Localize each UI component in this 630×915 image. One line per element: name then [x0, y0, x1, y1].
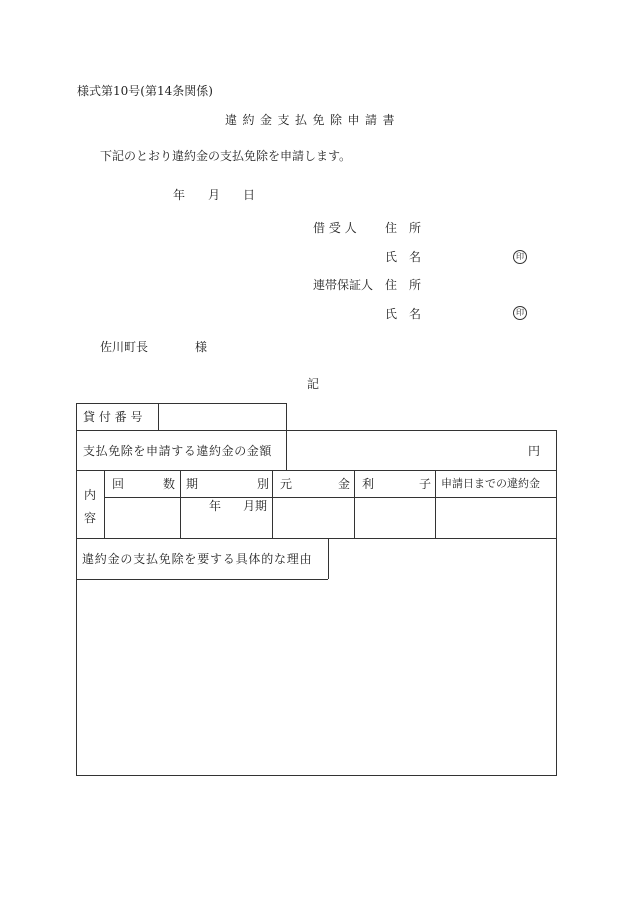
col-period-label-2: 別 — [257, 477, 270, 491]
document-title: 違約金支払免除申請書 — [225, 113, 401, 127]
addressee-name: 佐川町長 — [100, 340, 149, 354]
guarantor-label: 連帯保証人 — [313, 278, 374, 292]
amount-unit-label: 円 — [528, 444, 541, 458]
col-interest-label-1: 利 — [362, 477, 375, 491]
table-rule — [76, 470, 556, 471]
table-rule — [272, 470, 273, 538]
details-label-bottom: 容 — [84, 511, 97, 525]
date-year-label: 年 — [173, 188, 186, 202]
period-year-label: 年 — [209, 499, 222, 513]
borrower-name-label: 氏 名 — [385, 250, 422, 264]
table-rule — [76, 403, 77, 776]
date-day-label: 日 — [243, 188, 256, 202]
table-rule — [328, 538, 329, 579]
col-principal-label-1: 元 — [280, 477, 293, 491]
guarantor-seal-mark: 印 — [513, 306, 527, 320]
table-rule — [354, 470, 355, 538]
col-interest-label-2: 子 — [419, 477, 432, 491]
table-rule — [104, 470, 105, 538]
table-rule — [76, 775, 557, 776]
table-rule — [180, 470, 181, 538]
guarantor-address-label: 住 所 — [385, 278, 422, 292]
guarantor-name-label: 氏 名 — [385, 307, 422, 321]
date-month-label: 月 — [208, 188, 221, 202]
table-rule — [76, 430, 556, 431]
col-penalty-label: 申請日までの違約金 — [441, 477, 540, 490]
addressee-honorific: 様 — [195, 340, 208, 354]
table-rule — [158, 403, 159, 430]
record-heading: 記 — [307, 377, 320, 391]
table-rule — [76, 579, 328, 580]
col-installment-label-2: 数 — [163, 477, 176, 491]
borrower-seal-mark: 印 — [513, 250, 527, 264]
col-principal-label-2: 金 — [338, 477, 351, 491]
borrower-label: 借 受 人 — [313, 221, 357, 235]
table-rule — [76, 403, 287, 404]
loan-number-label: 貸 付 番 号 — [83, 410, 143, 424]
table-rule — [556, 430, 557, 776]
period-month-label: 月期 — [243, 499, 268, 513]
table-rule — [286, 403, 287, 470]
intro-text: 下記のとおり違約金の支払免除を申請します。 — [100, 149, 352, 163]
table-rule — [104, 497, 556, 498]
reason-label: 違約金の支払免除を要する具体的な理由 — [82, 552, 313, 566]
table-rule — [435, 470, 436, 538]
borrower-address-label: 住 所 — [385, 221, 422, 235]
col-installment-label-1: 回 — [112, 477, 125, 491]
details-label-top: 内 — [84, 488, 97, 502]
waiver-amount-label: 支払免除を申請する違約金の金額 — [83, 444, 273, 458]
form-number: 様式第10号(第14条関係) — [77, 84, 213, 98]
col-period-label-1: 期 — [186, 477, 199, 491]
table-rule — [76, 538, 556, 539]
